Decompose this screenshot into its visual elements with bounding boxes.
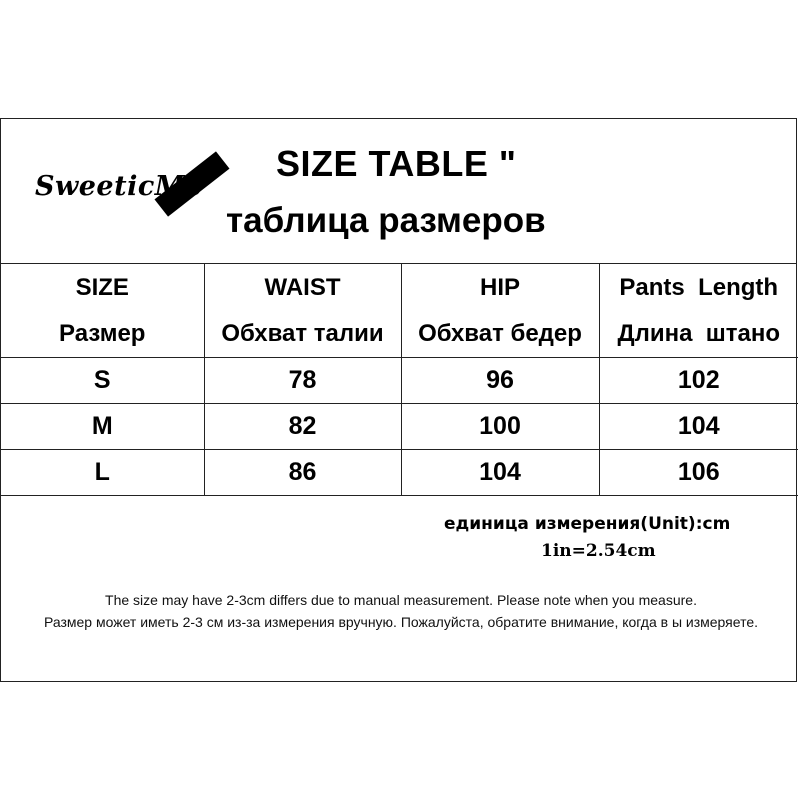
cell-pants-length: 106	[599, 450, 798, 496]
size-table	[1, 264, 798, 496]
cell-size: S	[1, 358, 204, 404]
size-chart-header	[1, 119, 796, 264]
table-row	[1, 450, 798, 496]
header-label-en: HIP	[479, 273, 520, 301]
cell-waist: 78	[204, 358, 401, 404]
cell-pants-length: 102	[599, 358, 798, 404]
header-label-ru: Длина штано	[617, 319, 781, 347]
note-russian: Размер может иметь 2-3 см из-за измерения вручную. Пожалуйста, обратите внимание, когда в ы измеряете.	[43, 614, 759, 630]
brand-logo	[31, 139, 251, 219]
cell-size: M	[1, 404, 204, 450]
page-title: SIZE TABLE "	[276, 143, 517, 184]
inch-conversion: 1in=2.54cm	[541, 541, 656, 561]
cell-hip: 104	[401, 450, 599, 496]
size-chart-card	[0, 118, 797, 682]
page-subtitle: таблица размеров	[226, 201, 546, 240]
note-english: The size may have 2-3cm differs due to manual measurement. Please note when you measure.	[105, 592, 697, 608]
header-label-ru: Обхват бедер	[418, 319, 582, 347]
header-label-ru: Обхват талии	[221, 319, 384, 347]
header-label-en: Pants Length	[619, 273, 779, 301]
header-pants-length	[599, 264, 798, 358]
table-header-row	[1, 264, 798, 358]
unit-label: единица измерения(Unit):cm	[444, 514, 731, 534]
header-size	[1, 264, 204, 358]
header-waist	[204, 264, 401, 358]
header-label-en: WAIST	[264, 273, 341, 301]
header-label-ru: Размер	[59, 319, 146, 347]
cell-waist: 82	[204, 404, 401, 450]
cell-waist: 86	[204, 450, 401, 496]
cell-hip: 100	[401, 404, 599, 450]
header-hip	[401, 264, 599, 358]
cell-hip: 96	[401, 358, 599, 404]
table-row	[1, 358, 798, 404]
measurement-note	[11, 589, 791, 633]
table-row	[1, 404, 798, 450]
brand-logo-text: SweeticMe	[35, 171, 203, 202]
cell-size: L	[1, 450, 204, 496]
cell-pants-length: 104	[599, 404, 798, 450]
header-label-en: SIZE	[75, 273, 129, 301]
